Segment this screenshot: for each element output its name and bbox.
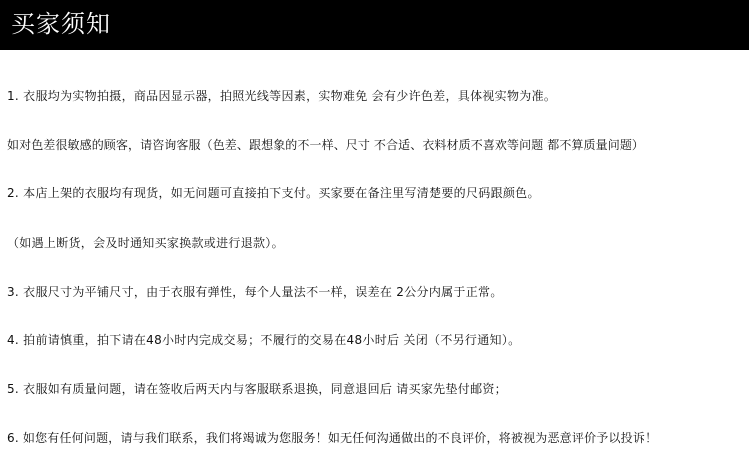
notice-line-1: 1. 衣服均为实物拍摄，商品因显示器，拍照光线等因素，实物难免 会有少许色差，具体视实物为准。 — [7, 89, 557, 103]
notice-line-2: 2. 本店上架的衣服均有现货，如无问题可直接拍下支付。买家要在备注里写清楚要的尺码跟颜色。 — [7, 186, 540, 200]
page-title: 买家须知 — [11, 10, 111, 38]
notice-line-color-difference: 如对色差很敏感的顾客，请咨询客服（色差、跟想象的不一样、尺寸 不合适、衣料材质不喜欢等问题 都不算质量问题） — [7, 138, 645, 152]
notice-line-6: 6. 如您有任何问题，请与我们联系，我们将竭诚为您服务！如无任何沟通做出的不良评价，将被视为恶意评价予以投诉！ — [7, 431, 658, 445]
notice-line-out-of-stock: （如遇上断货，会及时通知买家换款或进行退款）。 — [7, 236, 284, 250]
notice-line-3: 3. 衣服尺寸为平铺尺寸，由于衣服有弹性，每个人量法不一样，误差在 2公分内属于正常。 — [7, 285, 503, 299]
notice-line-5: 5. 衣服如有质量问题，请在签收后两天内与客服联系退换，同意退回后 请买家先垫付邮资； — [7, 382, 507, 396]
notice-line-4: 4. 拍前请慎重，拍下请在48小时内完成交易；不履行的交易在48小时后 关闭（不另行通知）。 — [7, 333, 521, 347]
